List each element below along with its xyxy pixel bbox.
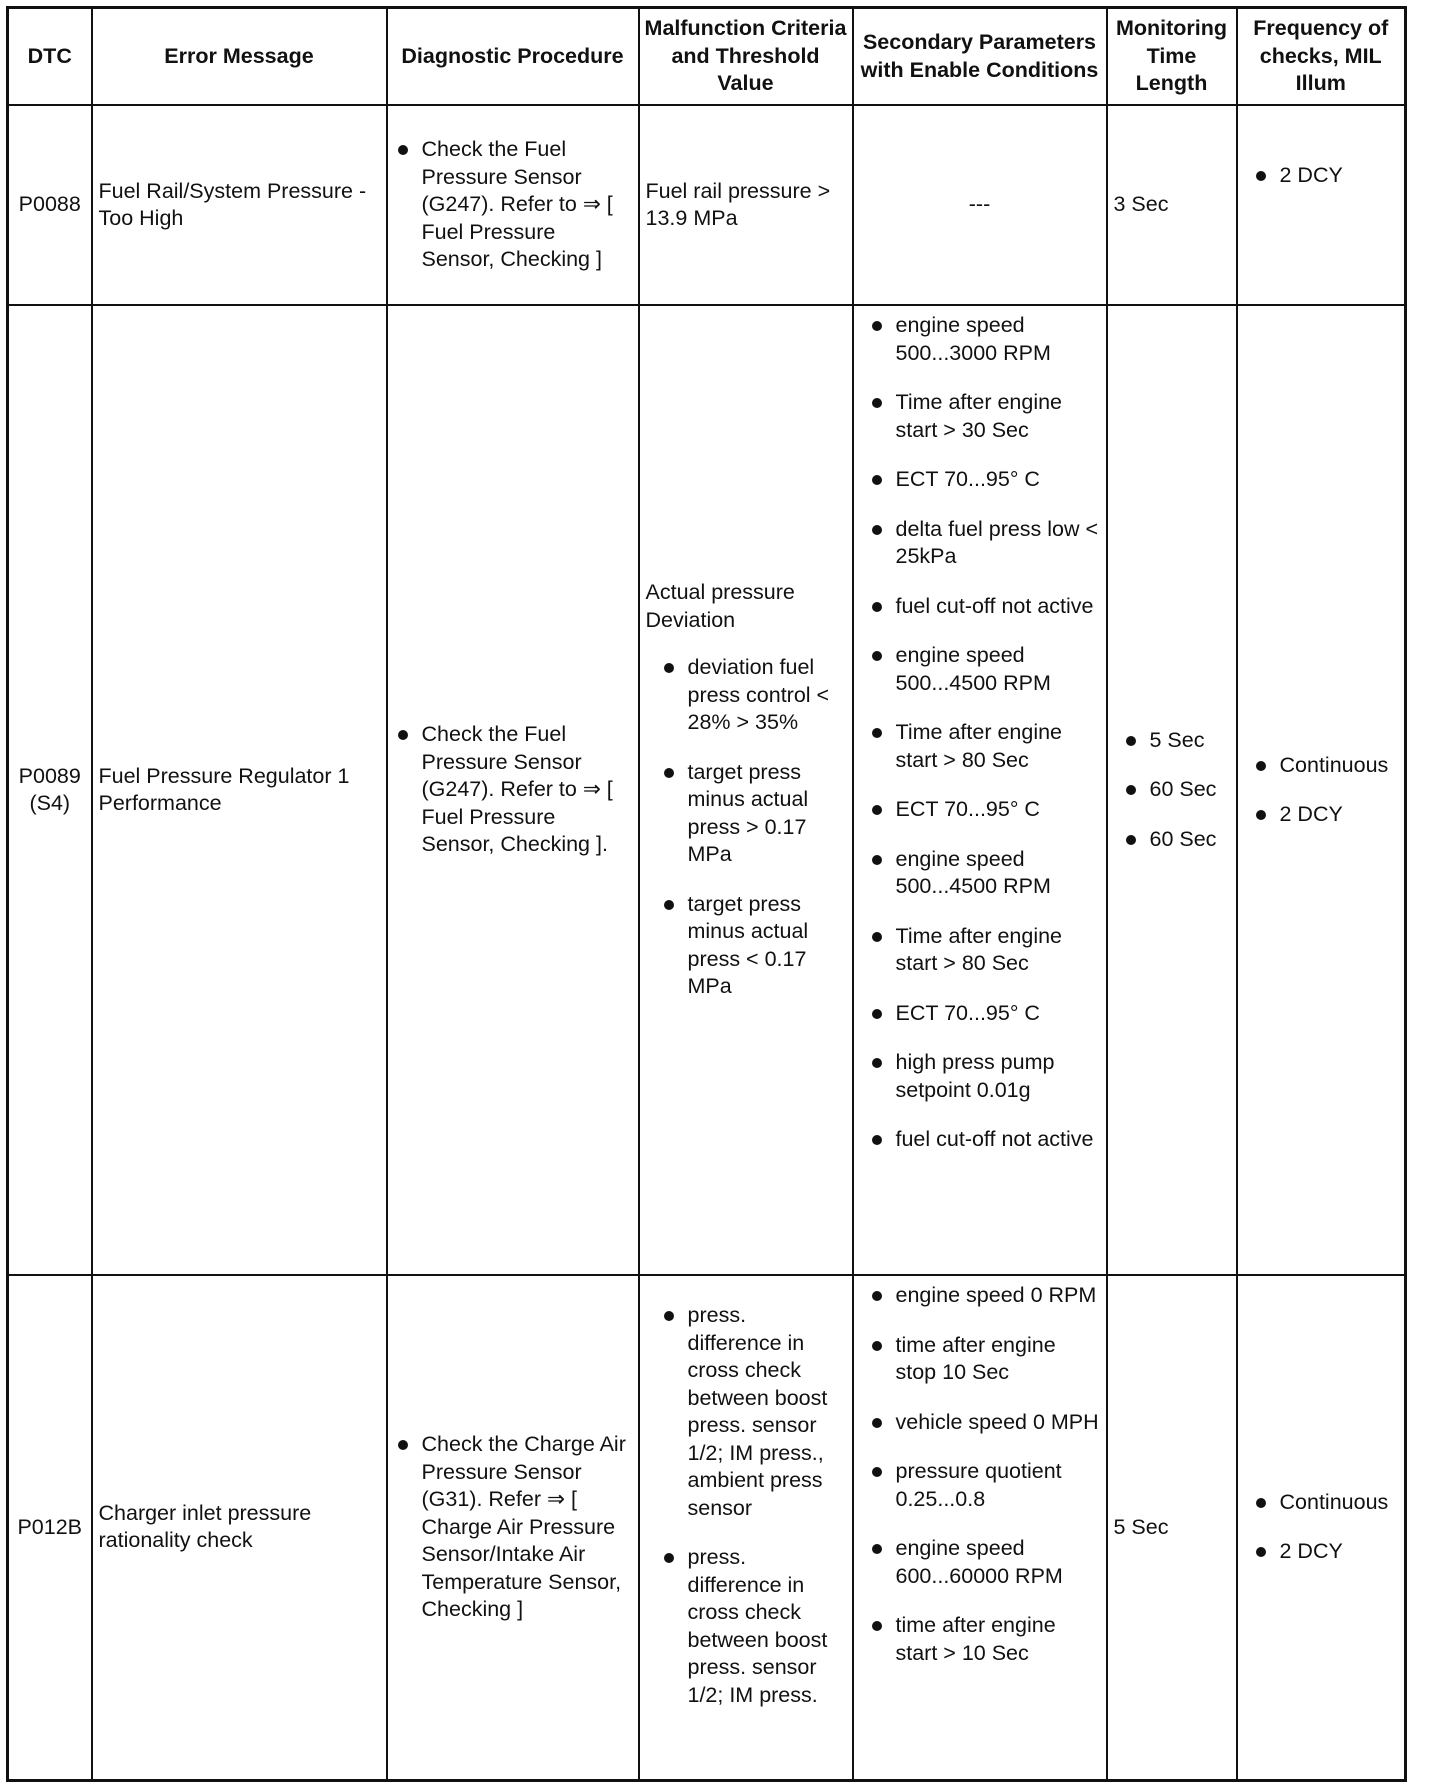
error-message-cell	[92, 105, 387, 305]
list-item: target press minus actual press > 0.17 MPa	[660, 759, 846, 869]
list-item: engine speed 500...4500 RPM	[868, 642, 1100, 697]
monitoring-cell	[1107, 1275, 1237, 1780]
monitoring-text: 5 Sec	[1113, 1514, 1169, 1539]
monitoring-text: 3 Sec	[1113, 192, 1169, 217]
procedure-list	[394, 1431, 632, 1624]
header-malfunction-criteria: Malfunction Criteria and Threshold Value	[639, 8, 853, 106]
list-item: 2 DCY	[1252, 801, 1399, 829]
secondary-cell	[853, 1275, 1107, 1780]
error-message-cell	[92, 305, 387, 1275]
error-message-cell	[92, 1275, 387, 1780]
header-error-message: Error Message	[92, 8, 387, 106]
list-item: Time after engine start > 30 Sec	[868, 389, 1100, 444]
list-item: Check the Charge Air Pressure Sensor (G31). Refer ⇒ [ Charge Air Pressure Sensor/Intake Air Temperature Sensor, Checking ]	[394, 1431, 632, 1624]
list-item: 2 DCY	[1252, 162, 1399, 190]
header-monitoring-time: Monitoring Time Length	[1107, 8, 1237, 106]
list-item: Continuous	[1252, 752, 1399, 780]
list-item: time after engine stop 10 Sec	[868, 1332, 1100, 1387]
list-item: time after engine start > 10 Sec	[868, 1612, 1100, 1667]
table-row	[8, 105, 1406, 305]
secondary-cell	[853, 305, 1107, 1275]
frequency-cell	[1237, 105, 1406, 305]
list-item: engine speed 0 RPM	[868, 1282, 1100, 1310]
list-item: 5 Sec	[1122, 727, 1230, 755]
list-item: fuel cut-off not active	[868, 1126, 1100, 1154]
list-item: 2 DCY	[1252, 1538, 1399, 1566]
criteria-text: Actual pressure Deviation	[645, 580, 795, 632]
list-item: Check the Fuel Pressure Sensor (G247). Refer to ⇒ [ Fuel Pressure Sensor, Checking ].	[394, 721, 632, 859]
procedure-cell	[387, 305, 639, 1275]
list-item: Continuous	[1252, 1489, 1399, 1517]
header-frequency: Frequency of checks, MIL Illum	[1237, 8, 1406, 106]
dtc-code: P0088	[18, 192, 81, 217]
list-item: high press pump setpoint 0.01g	[868, 1049, 1100, 1104]
criteria-cell	[639, 1275, 853, 1780]
frequency-list	[1252, 1489, 1399, 1566]
list-item: 60 Sec	[1122, 826, 1230, 854]
criteria-text: Fuel rail pressure > 13.9 MPa	[645, 178, 831, 230]
list-item: 60 Sec	[1122, 776, 1230, 804]
list-item: deviation fuel press control < 28% > 35%	[660, 654, 846, 737]
monitoring-list	[1122, 727, 1230, 854]
error-message: Charger inlet pressure rationality check	[98, 1500, 312, 1553]
header-row	[8, 8, 1406, 106]
monitoring-cell	[1107, 305, 1237, 1275]
dtc-code: P012B	[17, 1514, 83, 1539]
frequency-list	[1252, 162, 1399, 190]
monitoring-cell	[1107, 105, 1237, 305]
dtc-code-cell	[8, 1275, 92, 1780]
header-diagnostic-procedure: Diagnostic Procedure	[387, 8, 639, 106]
frequency-list	[1252, 752, 1399, 829]
list-item: Check the Fuel Pressure Sensor (G247). Refer to ⇒ [ Fuel Pressure Sensor, Checking ]	[394, 136, 632, 274]
secondary-list	[868, 312, 1100, 1154]
list-item: Time after engine start > 80 Sec	[868, 923, 1100, 978]
dtc-code: P0089	[18, 763, 81, 788]
secondary-cell	[853, 105, 1107, 305]
list-item: ECT 70...95° C	[868, 1000, 1100, 1028]
list-item: engine speed 500...3000 RPM	[868, 312, 1100, 367]
criteria-list	[660, 654, 846, 1001]
dtc-code-sub: (S4)	[29, 791, 71, 815]
list-item: vehicle speed 0 MPH	[868, 1409, 1100, 1437]
criteria-list	[660, 1302, 846, 1709]
procedure-list	[394, 136, 632, 274]
list-item: target press minus actual press < 0.17 MPa	[660, 891, 846, 1001]
dtc-code-cell	[8, 105, 92, 305]
frequency-cell	[1237, 305, 1406, 1275]
table-row	[8, 1275, 1406, 1780]
header-dtc: DTC	[8, 8, 92, 106]
error-message: Fuel Pressure Regulator 1 Performance	[98, 763, 350, 815]
secondary-list	[868, 1282, 1100, 1667]
dtc-code-cell	[8, 305, 92, 1275]
list-item: engine speed 600...60000 RPM	[868, 1535, 1100, 1590]
list-item: pressure quotient 0.25...0.8	[868, 1458, 1100, 1513]
frequency-cell	[1237, 1275, 1406, 1780]
list-item: engine speed 500...4500 RPM	[868, 846, 1100, 901]
dtc-table	[6, 6, 1407, 1782]
criteria-cell	[639, 305, 853, 1275]
list-item: press. difference in cross check between boost press. sensor 1/2; IM press., ambient press sensor	[660, 1302, 846, 1522]
procedure-list	[394, 721, 632, 859]
procedure-cell	[387, 105, 639, 305]
list-item: ECT 70...95° C	[868, 796, 1100, 824]
error-message: Fuel Rail/System Pressure - Too High	[98, 178, 367, 230]
list-item: press. difference in cross check between boost press. sensor 1/2; IM press.	[660, 1544, 846, 1709]
criteria-cell	[639, 105, 853, 305]
list-item: fuel cut-off not active	[868, 593, 1100, 621]
secondary-text: ---	[968, 192, 991, 217]
list-item: ECT 70...95° C	[868, 466, 1100, 494]
table-row	[8, 305, 1406, 1275]
list-item: Time after engine start > 80 Sec	[868, 719, 1100, 774]
header-secondary-parameters: Secondary Parameters with Enable Conditions	[853, 8, 1107, 106]
procedure-cell	[387, 1275, 639, 1780]
list-item: delta fuel press low < 25kPa	[868, 516, 1100, 571]
